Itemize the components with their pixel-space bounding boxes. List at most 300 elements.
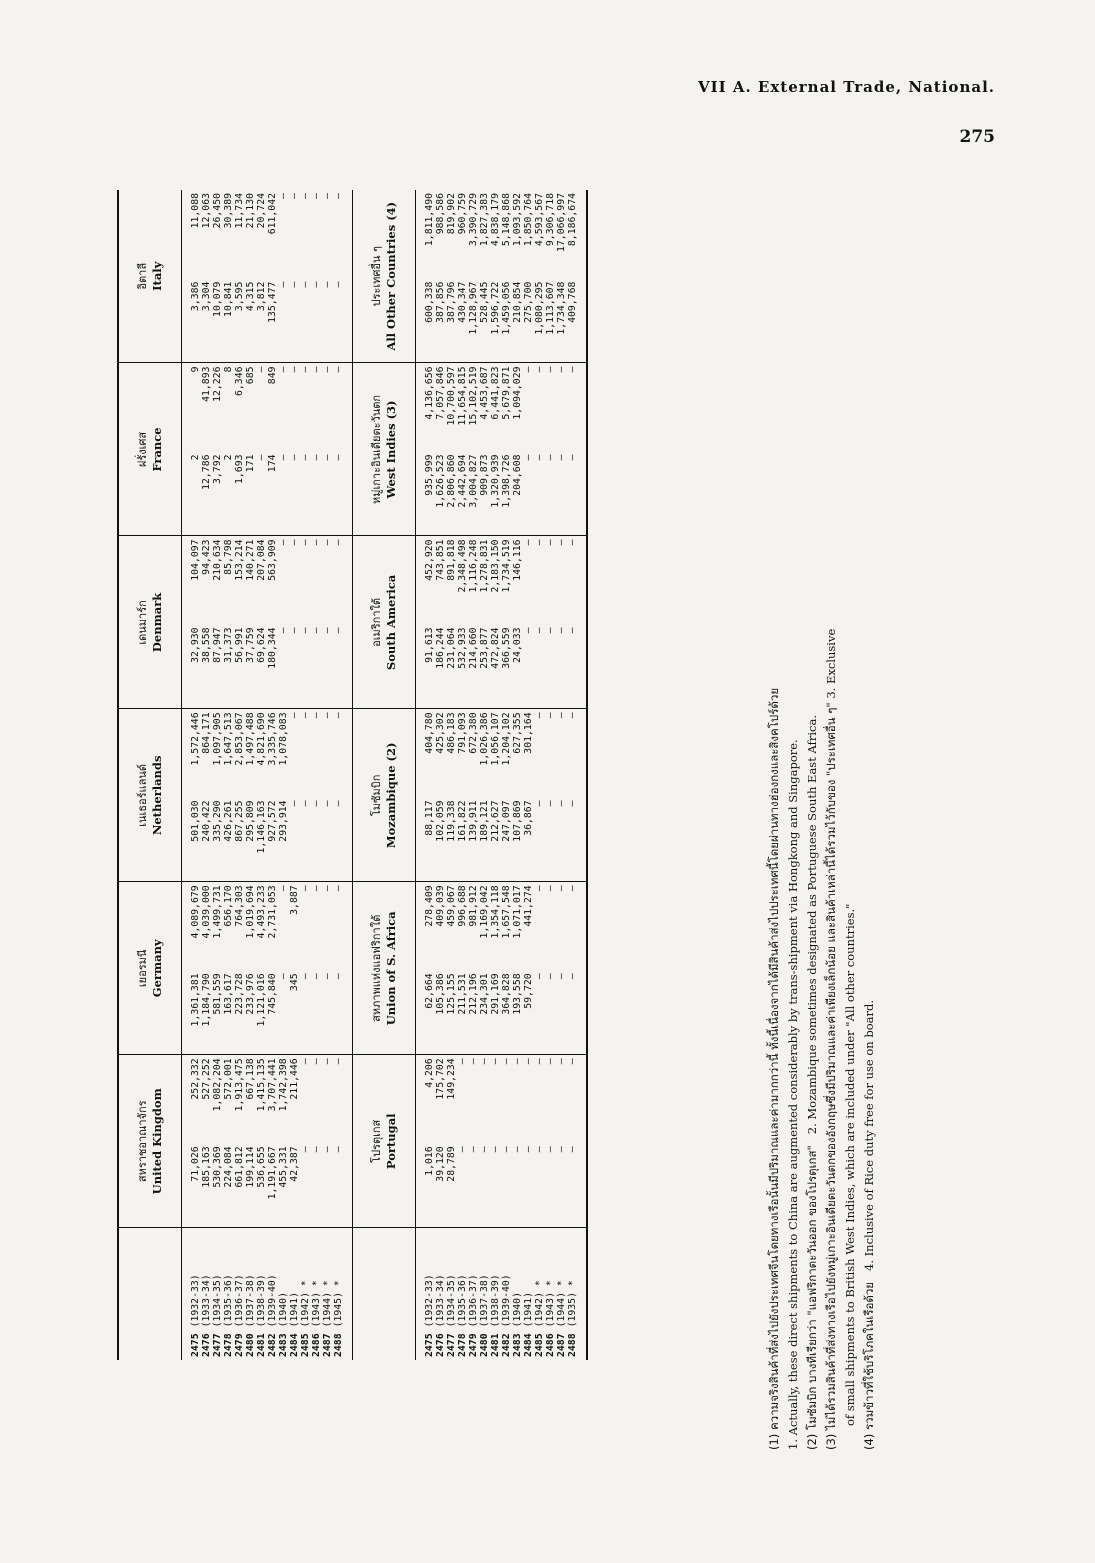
table-cell: 210,634 <box>212 539 223 581</box>
table-cell: 233,976 <box>245 973 256 1015</box>
table-cell: — <box>311 193 322 199</box>
table-cell: — <box>567 1058 578 1065</box>
table-cell: 180,344 <box>267 627 278 669</box>
table-cell: — <box>333 281 344 288</box>
table-cell: — <box>300 366 311 373</box>
table-cell: 1,913,475 <box>234 1058 245 1112</box>
table-cell: 186,244 <box>435 627 446 669</box>
table-cell: 69,624 <box>256 627 267 663</box>
table-cell: — <box>534 973 545 980</box>
table-cell: 3,335,746 <box>267 712 278 766</box>
table-cell: — <box>457 1058 468 1065</box>
table-cell: 2 <box>223 454 234 461</box>
table-cell: 530,369 <box>212 1146 223 1188</box>
table-cell: 988,586 <box>435 193 446 235</box>
table-cell: — <box>300 1146 311 1153</box>
table-cell: 1,113,607 <box>545 281 556 335</box>
table-cell: 1,657,548 <box>501 885 512 939</box>
table-cell: 2,853,067 <box>234 712 245 766</box>
table-cell: — <box>322 366 333 373</box>
table-cell: 71,026 <box>190 1146 201 1182</box>
table-cell: — <box>501 1146 512 1153</box>
portugal-quantity-column <box>424 1143 578 1227</box>
footnote-2: (2) โมซัมบิก บางทีเรียกว่า "แอฟริกาตะวันออก ของโปรตุเกส" 2. Mozambique sometimes designated as Portuguese South East Africa. <box>805 715 819 1450</box>
table-cell: 1,078,083 <box>278 712 289 766</box>
table-cell: — <box>567 973 578 980</box>
table-cell: — <box>556 973 567 980</box>
table-cell: 532,933 <box>457 627 468 669</box>
header-netherlands: เนเธอร์แลนด์ Netherlands <box>118 709 182 882</box>
table-cell: — <box>479 1146 490 1153</box>
table-cell: 17,066,997 <box>556 193 567 252</box>
table-cell: — <box>333 885 344 892</box>
upper-body <box>182 190 353 1360</box>
table-cell: — <box>556 885 567 892</box>
table-cell: 211,446 <box>289 1058 300 1100</box>
table-cell: 627,355 <box>512 712 523 754</box>
france-quantity-column <box>190 452 344 536</box>
table-cell: 153,214 <box>234 539 245 581</box>
table-cell: — <box>311 1146 322 1153</box>
table-cell: 486,183 <box>446 712 457 754</box>
table-cell: — <box>322 193 333 199</box>
table-cell: 667,138 <box>245 1058 256 1100</box>
table-cell: 2,806,860 <box>446 454 457 508</box>
table-cell: 430,347 <box>457 281 468 323</box>
table-cell: 210,854 <box>512 281 523 323</box>
table-cell: — <box>278 366 289 373</box>
table-cell: 345 <box>289 973 300 992</box>
table-cell: 1,850,764 <box>523 193 534 247</box>
table-cell: — <box>523 539 534 546</box>
table-cell: — <box>289 366 300 373</box>
table-cell: 293,914 <box>278 800 289 842</box>
table-cell: — <box>300 973 311 980</box>
table-cell: 3,386 <box>190 281 201 312</box>
table-cell: 26,450 <box>212 193 223 229</box>
table-cell: 139,911 <box>468 800 479 842</box>
other-countries-value-column <box>424 190 578 279</box>
table-cell: — <box>289 800 300 807</box>
table-cell: — <box>311 281 322 288</box>
west-indies-quantity-column <box>424 452 578 536</box>
table-cell: 175,702 <box>435 1058 446 1100</box>
table-cell: 4,453,687 <box>479 366 490 420</box>
table-cell: 1,056,107 <box>490 712 501 766</box>
table-cell: — <box>490 1146 501 1153</box>
table-cell: 1,647,513 <box>223 712 234 766</box>
table-cell: 247,097 <box>501 800 512 842</box>
table-cell: — <box>545 366 556 373</box>
table-cell: — <box>300 627 311 634</box>
south-america-quantity-column <box>424 624 578 708</box>
table-cell: 62,664 <box>424 973 435 1009</box>
table-cell: — <box>534 627 545 634</box>
table-cell: 4,821,690 <box>256 712 267 766</box>
table-cell: — <box>322 454 333 461</box>
table-cell: — <box>333 1058 344 1065</box>
table-cell: — <box>556 1058 567 1065</box>
table-cell: — <box>289 281 300 288</box>
portugal-value-column <box>424 1055 578 1144</box>
table-cell: — <box>468 1058 479 1065</box>
table-cell: 149,234 <box>446 1058 457 1100</box>
table-cell: 891,818 <box>446 539 457 581</box>
table-cell: — <box>322 1146 333 1153</box>
table-cell: 11,654,815 <box>457 366 468 426</box>
lower-body <box>416 190 588 1360</box>
table-cell: — <box>278 454 289 461</box>
table-cell: 185,163 <box>201 1146 212 1188</box>
table-cell: 1,128,967 <box>468 281 479 335</box>
table-cell: 1,626,523 <box>435 454 446 508</box>
table-cell: 15,102,519 <box>468 366 479 426</box>
table-cell: 212,196 <box>468 973 479 1015</box>
table-cell: 4,206 <box>424 1058 435 1088</box>
table-cell: 6,346 <box>234 366 245 396</box>
mozambique-value-column <box>424 709 578 798</box>
table-cell: 231,064 <box>446 627 457 669</box>
header-mozambique: โมซัมบิก Mozambique (2) <box>353 709 416 882</box>
table-cell: — <box>523 366 534 373</box>
table-cell: 223,728 <box>234 973 245 1015</box>
header-all-other-countries: ประเทศอื่น ๆ All Other Countries (4) <box>353 190 416 363</box>
table-cell: 1,693 <box>234 454 245 484</box>
table-cell: — <box>534 539 545 546</box>
table-cell: 425,302 <box>435 712 446 754</box>
table-cell: — <box>278 627 289 634</box>
table-cell: 1,827,383 <box>479 193 490 247</box>
table-cell: — <box>523 454 534 461</box>
table-cell: 4,493,233 <box>256 885 267 939</box>
table-cell: — <box>300 800 311 807</box>
table-cell: — <box>523 627 534 634</box>
table-cell: — <box>545 885 556 892</box>
table-cell: 1,278,831 <box>479 539 490 593</box>
table-cell: — <box>300 1058 311 1065</box>
table-cell: — <box>545 712 556 719</box>
table-cell: 301,164 <box>523 712 534 754</box>
table-cell: 252,332 <box>190 1058 201 1100</box>
table-cell: 4,039,000 <box>201 885 212 939</box>
header-denmark: เดนมาร์ก Denmark <box>118 536 182 709</box>
lower-header-row <box>353 190 416 1360</box>
table-cell: 2 <box>190 454 201 461</box>
table-cell: — <box>300 885 311 892</box>
table-cell: 3,792 <box>212 454 223 484</box>
table-cell: — <box>501 1058 512 1065</box>
trade-table <box>117 190 588 1360</box>
table-cell: — <box>311 454 322 461</box>
table-cell: 12,786 <box>201 454 212 490</box>
table-cell: 21,130 <box>245 193 256 229</box>
table-cell: 199,114 <box>245 1146 256 1188</box>
header-south-america: อเมริกาใต้ South America <box>353 536 416 709</box>
table-cell: 1,734,519 <box>501 539 512 593</box>
table-cell: 3,595 <box>234 281 245 312</box>
table-cell: 996,688 <box>457 885 468 927</box>
table-cell: 125,155 <box>446 973 457 1015</box>
table-cell: 2,731,053 <box>267 885 278 939</box>
table-cell: 212,627 <box>490 800 501 842</box>
table-cell: 409,039 <box>435 885 446 927</box>
table-cell: — <box>311 712 322 719</box>
table-cell: 224,084 <box>223 1146 234 1188</box>
table-cell: — <box>567 800 578 807</box>
table-cell: 563,909 <box>267 539 278 581</box>
table-cell: 94,423 <box>201 539 212 575</box>
table-cell: 140,271 <box>245 539 256 581</box>
table-cell: — <box>479 1058 490 1065</box>
table-cell: — <box>545 1058 556 1065</box>
table-cell: 214,660 <box>468 627 479 669</box>
table-cell: 791,093 <box>457 712 468 754</box>
table-cell: 36,867 <box>523 800 534 836</box>
table-cell: 87,947 <box>212 627 223 663</box>
table-cell: — <box>556 366 567 373</box>
table-cell: 12,226 <box>212 366 223 402</box>
table-cell: 163,617 <box>223 973 234 1015</box>
table-cell: 38,558 <box>201 627 212 663</box>
table-cell: — <box>278 973 289 980</box>
table-cell: 909,873 <box>479 454 490 496</box>
table-cell: 1,398,726 <box>501 454 512 508</box>
table-cell: — <box>567 885 578 892</box>
table-cell: 88,117 <box>424 800 435 836</box>
table-cell: 211,531 <box>457 973 468 1015</box>
table-cell: — <box>289 627 300 634</box>
table-cell: — <box>333 366 344 373</box>
france-value-column <box>190 363 344 452</box>
table-cell: 1,019,694 <box>245 885 256 939</box>
table-cell: — <box>333 454 344 461</box>
table-cell: — <box>256 366 267 373</box>
table-cell: — <box>567 1146 578 1153</box>
table-cell: 1,354,118 <box>490 885 501 939</box>
footnote-3-continued: of small shipments to British West Indies, which are included under "All other countries." <box>843 903 857 1426</box>
table-cell: — <box>311 539 322 546</box>
table-cell: — <box>333 800 344 807</box>
header-italy: อิตาลี Italy <box>118 190 182 363</box>
table-cell: 1,734,348 <box>556 281 567 335</box>
table-cell: — <box>322 281 333 288</box>
table-cell: 981,912 <box>468 885 479 927</box>
table-cell: 1,097,905 <box>212 712 223 766</box>
table-cell: 1,742,398 <box>278 1058 289 1112</box>
table-cell: 1,184,790 <box>201 973 212 1027</box>
table-cell: — <box>333 1146 344 1153</box>
table-cell: — <box>545 627 556 634</box>
table-cell: 42,387 <box>289 1146 300 1182</box>
table-cell: — <box>289 712 300 719</box>
table-cell: 278,409 <box>424 885 435 927</box>
rotated-table-container <box>117 190 767 1360</box>
table-cell: 3,812 <box>256 281 267 312</box>
table-cell: — <box>534 1146 545 1153</box>
table-cell: 107,869 <box>512 800 523 842</box>
table-cell: 3,390,729 <box>468 193 479 247</box>
uk-value-column <box>190 1055 344 1144</box>
header-west-indies: หมู่เกาะอินเดียตะวันตก West Indies (3) <box>353 363 416 536</box>
table-cell: — <box>534 454 545 461</box>
table-cell: — <box>556 1146 567 1153</box>
table-cell: 409,768 <box>567 281 578 323</box>
table-cell: 204,608 <box>512 454 523 496</box>
table-cell: 1,596,722 <box>490 281 501 335</box>
table-cell: — <box>523 1146 534 1153</box>
table-cell: 935,999 <box>424 454 435 496</box>
table-cell: 135,477 <box>267 281 278 323</box>
table-cell: 581,559 <box>212 973 223 1015</box>
table-cell: 30,389 <box>223 193 234 229</box>
table-cell: 9,306,718 <box>545 193 556 247</box>
table-cell: 536,655 <box>256 1146 267 1188</box>
header-germany: เยอรมนี Germany <box>118 882 182 1055</box>
table-cell: — <box>300 454 311 461</box>
table-cell: — <box>311 885 322 892</box>
table-cell: 4,315 <box>245 281 256 312</box>
table-cell: 171 <box>245 454 256 473</box>
table-cell: — <box>545 800 556 807</box>
table-cell: 1,026,386 <box>479 712 490 766</box>
table-cell: — <box>333 627 344 634</box>
table-cell: — <box>322 885 333 892</box>
table-cell: — <box>289 454 300 461</box>
italy-value-column <box>190 190 344 279</box>
table-cell: 6,441,823 <box>490 366 501 420</box>
table-cell: 10,700,597 <box>446 366 457 426</box>
page-number: 275 <box>959 127 995 147</box>
table-cell: 335,290 <box>212 800 223 842</box>
table-cell: 11,088 <box>190 193 201 229</box>
table-cell: 611,042 <box>267 193 278 235</box>
germany-quantity-column <box>190 970 344 1054</box>
table-cell: 472,824 <box>490 627 501 669</box>
footnote-1-english: 1. Actually, these direct shipments to China are augmented considerably by trans-shipment via Hongkong and Singapore. <box>786 739 800 1450</box>
table-cell: — <box>322 627 333 634</box>
header-union-of-south-africa: สหภาพแห่งแอฟริกาใต้ Union of S. Africa <box>353 882 416 1055</box>
table-cell: 3,887 <box>289 885 300 915</box>
footnote-3: (3) ไม่ได้รวมสินค้าที่ส่งทางเรือไปยังหมู่เกาะอินเดียตะวันตกของอังกฤษซึ่งมีปริมาณและค่าเพียงเล็กน้อย และสินค้าเหล่านี้ได้รวมไว้กับของ "ประเทศอื่น ๆ" 3. Exclusive <box>824 628 838 1450</box>
table-cell: 4,593,567 <box>534 193 545 247</box>
table-cell: — <box>300 193 311 199</box>
table-cell: 240,422 <box>201 800 212 842</box>
table-cell: — <box>311 973 322 980</box>
south-america-value-column <box>424 536 578 625</box>
table-cell: 4,136,656 <box>424 366 435 420</box>
table-cell: 864,171 <box>201 712 212 754</box>
table-cell: — <box>512 1058 523 1065</box>
table-cell: — <box>300 281 311 288</box>
table-cell: 452,920 <box>424 539 435 581</box>
table-cell: 105,386 <box>435 973 446 1015</box>
table-cell: 672,380 <box>468 712 479 754</box>
table-cell: 20,724 <box>256 193 267 229</box>
table-cell: 387,796 <box>446 281 457 323</box>
table-cell: 3,707,441 <box>267 1058 278 1112</box>
footnote-1-thai: (1) ความจริงสินค้าที่ส่งไปยังประเทศจีนโดยทางเรือนั้นมีปริมาณและค่ามากกว่านี้ ทั้งนี้เนื่องจากได้มีสินค้าส่งไปประเทศนี้โดยผ่านทางฮ่องกงและสิงคโปร์ด้วย <box>767 687 781 1450</box>
table-cell: 174 <box>267 454 278 473</box>
uk-quantity-column <box>190 1143 344 1227</box>
table-cell: — <box>300 712 311 719</box>
table-cell: 867,255 <box>234 800 245 842</box>
table-cell: 849 <box>267 366 278 385</box>
year-header-lower <box>353 1228 416 1360</box>
table-cell: 364,828 <box>501 973 512 1015</box>
table-cell: 1,121,016 <box>256 973 267 1027</box>
table-cell: 960,759 <box>457 193 468 235</box>
table-cell: 189,121 <box>479 800 490 842</box>
table-cell: — <box>556 627 567 634</box>
table-cell: 10,079 <box>212 281 223 317</box>
table-cell: — <box>523 1058 534 1065</box>
table-cell: 161,822 <box>457 800 468 842</box>
table-cell: 1,116,248 <box>468 539 479 593</box>
table-cell: 1,082,204 <box>212 1058 223 1112</box>
table-cell: 9 <box>190 366 201 373</box>
table-cell: — <box>278 539 289 546</box>
table-cell: 927,572 <box>267 800 278 842</box>
table-cell: 1,094,029 <box>512 366 523 420</box>
table-cell: 1,415,135 <box>256 1058 267 1112</box>
table-cell: — <box>567 366 578 373</box>
table-cell: — <box>556 539 567 546</box>
table-cell: 1,169,042 <box>479 885 490 939</box>
table-cell: 11,734 <box>234 193 245 229</box>
table-cell: 5,148,868 <box>501 193 512 247</box>
germany-value-column <box>190 882 344 971</box>
table-cell: 10,841 <box>223 281 234 317</box>
table-cell: 743,851 <box>435 539 446 581</box>
table-cell: 1,204,102 <box>501 712 512 766</box>
table-cell: 31,373 <box>223 627 234 663</box>
table-cell: 234,301 <box>479 973 490 1015</box>
table-cell: 146,116 <box>512 539 523 581</box>
table-cell: 39,120 <box>435 1146 446 1182</box>
table-cell: 1,499,731 <box>212 885 223 939</box>
west-indies-value-column <box>424 363 578 452</box>
table-cell: 1,191,667 <box>267 1146 278 1200</box>
other-countries-quantity-column <box>424 279 578 363</box>
header-portugal: โปรตุเกส Portugal <box>353 1055 416 1228</box>
table-cell: — <box>567 454 578 461</box>
denmark-value-column <box>190 536 344 625</box>
footnote-4: (4) รวมข้าวที่ใช้บริโภคในเรือด้วย 4. Inclusive of Rice duty free for use on board. <box>862 999 876 1450</box>
table-cell: 656,170 <box>223 885 234 927</box>
table-cell: 91,613 <box>424 627 435 663</box>
table-cell: 12,063 <box>201 193 212 229</box>
south-africa-value-column <box>424 882 578 971</box>
table-cell: 291,169 <box>490 973 501 1015</box>
table-cell: 661,812 <box>234 1146 245 1188</box>
table-cell: 600,338 <box>424 281 435 323</box>
footnotes <box>767 200 997 1450</box>
table-cell: 745,840 <box>267 973 278 1015</box>
table-cell: — <box>322 539 333 546</box>
table-cell: — <box>278 193 289 199</box>
table-cell: 104,097 <box>190 539 201 581</box>
table-cell: — <box>490 1058 501 1065</box>
table-cell: 28,789 <box>446 1146 457 1182</box>
table-cell: 387,856 <box>435 281 446 323</box>
table-cell: 3,304 <box>201 281 212 312</box>
table-cell: — <box>300 539 311 546</box>
table-cell: 455,331 <box>278 1146 289 1188</box>
table-cell: — <box>278 281 289 288</box>
table-cell: 1,080,295 <box>534 281 545 335</box>
table-cell: — <box>256 454 267 461</box>
upper-header-row <box>118 190 182 1360</box>
